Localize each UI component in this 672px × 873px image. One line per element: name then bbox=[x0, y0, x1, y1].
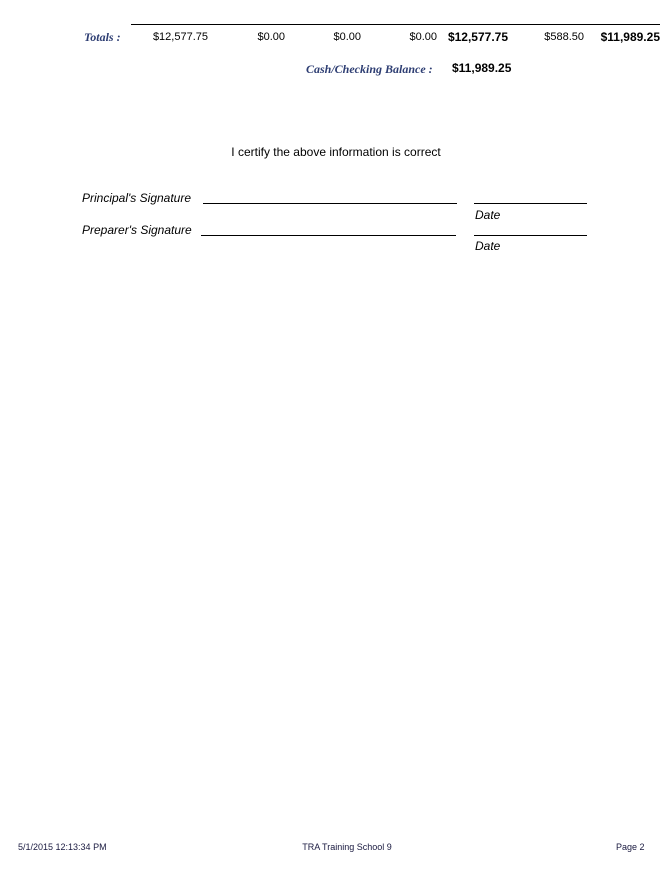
preparer-signature-line bbox=[201, 235, 456, 236]
preparer-signature-label: Preparer's Signature bbox=[82, 223, 192, 237]
principal-date-line bbox=[474, 203, 587, 204]
totals-value-5: $12,577.75 bbox=[447, 30, 508, 44]
totals-value-3: $0.00 bbox=[333, 31, 361, 43]
preparer-date-label: Date bbox=[475, 239, 501, 253]
totals-label: Totals : bbox=[84, 30, 121, 44]
cash-balance-value: $11,989.25 bbox=[452, 61, 512, 75]
principal-signature-line bbox=[203, 203, 457, 204]
totals-value-7: $11,989.25 bbox=[600, 30, 660, 44]
footer-school-name: TRA Training School 9 bbox=[302, 842, 392, 852]
totals-value-6: $588.50 bbox=[544, 31, 584, 43]
preparer-date-line bbox=[474, 235, 587, 236]
footer-page-number: Page 2 bbox=[616, 842, 645, 852]
principal-date-label: Date bbox=[475, 208, 501, 222]
totals-value-1: $12,577.75 bbox=[152, 31, 208, 43]
certification-statement: I certify the above information is correct bbox=[231, 145, 441, 159]
cash-balance-label: Cash/Checking Balance : bbox=[306, 62, 433, 76]
totals-top-rule bbox=[131, 24, 660, 25]
principal-signature-label: Principal's Signature bbox=[82, 191, 192, 205]
totals-value-4: $0.00 bbox=[409, 31, 437, 43]
totals-value-2: $0.00 bbox=[257, 31, 285, 43]
footer-timestamp: 5/1/2015 12:13:34 PM bbox=[18, 842, 107, 852]
